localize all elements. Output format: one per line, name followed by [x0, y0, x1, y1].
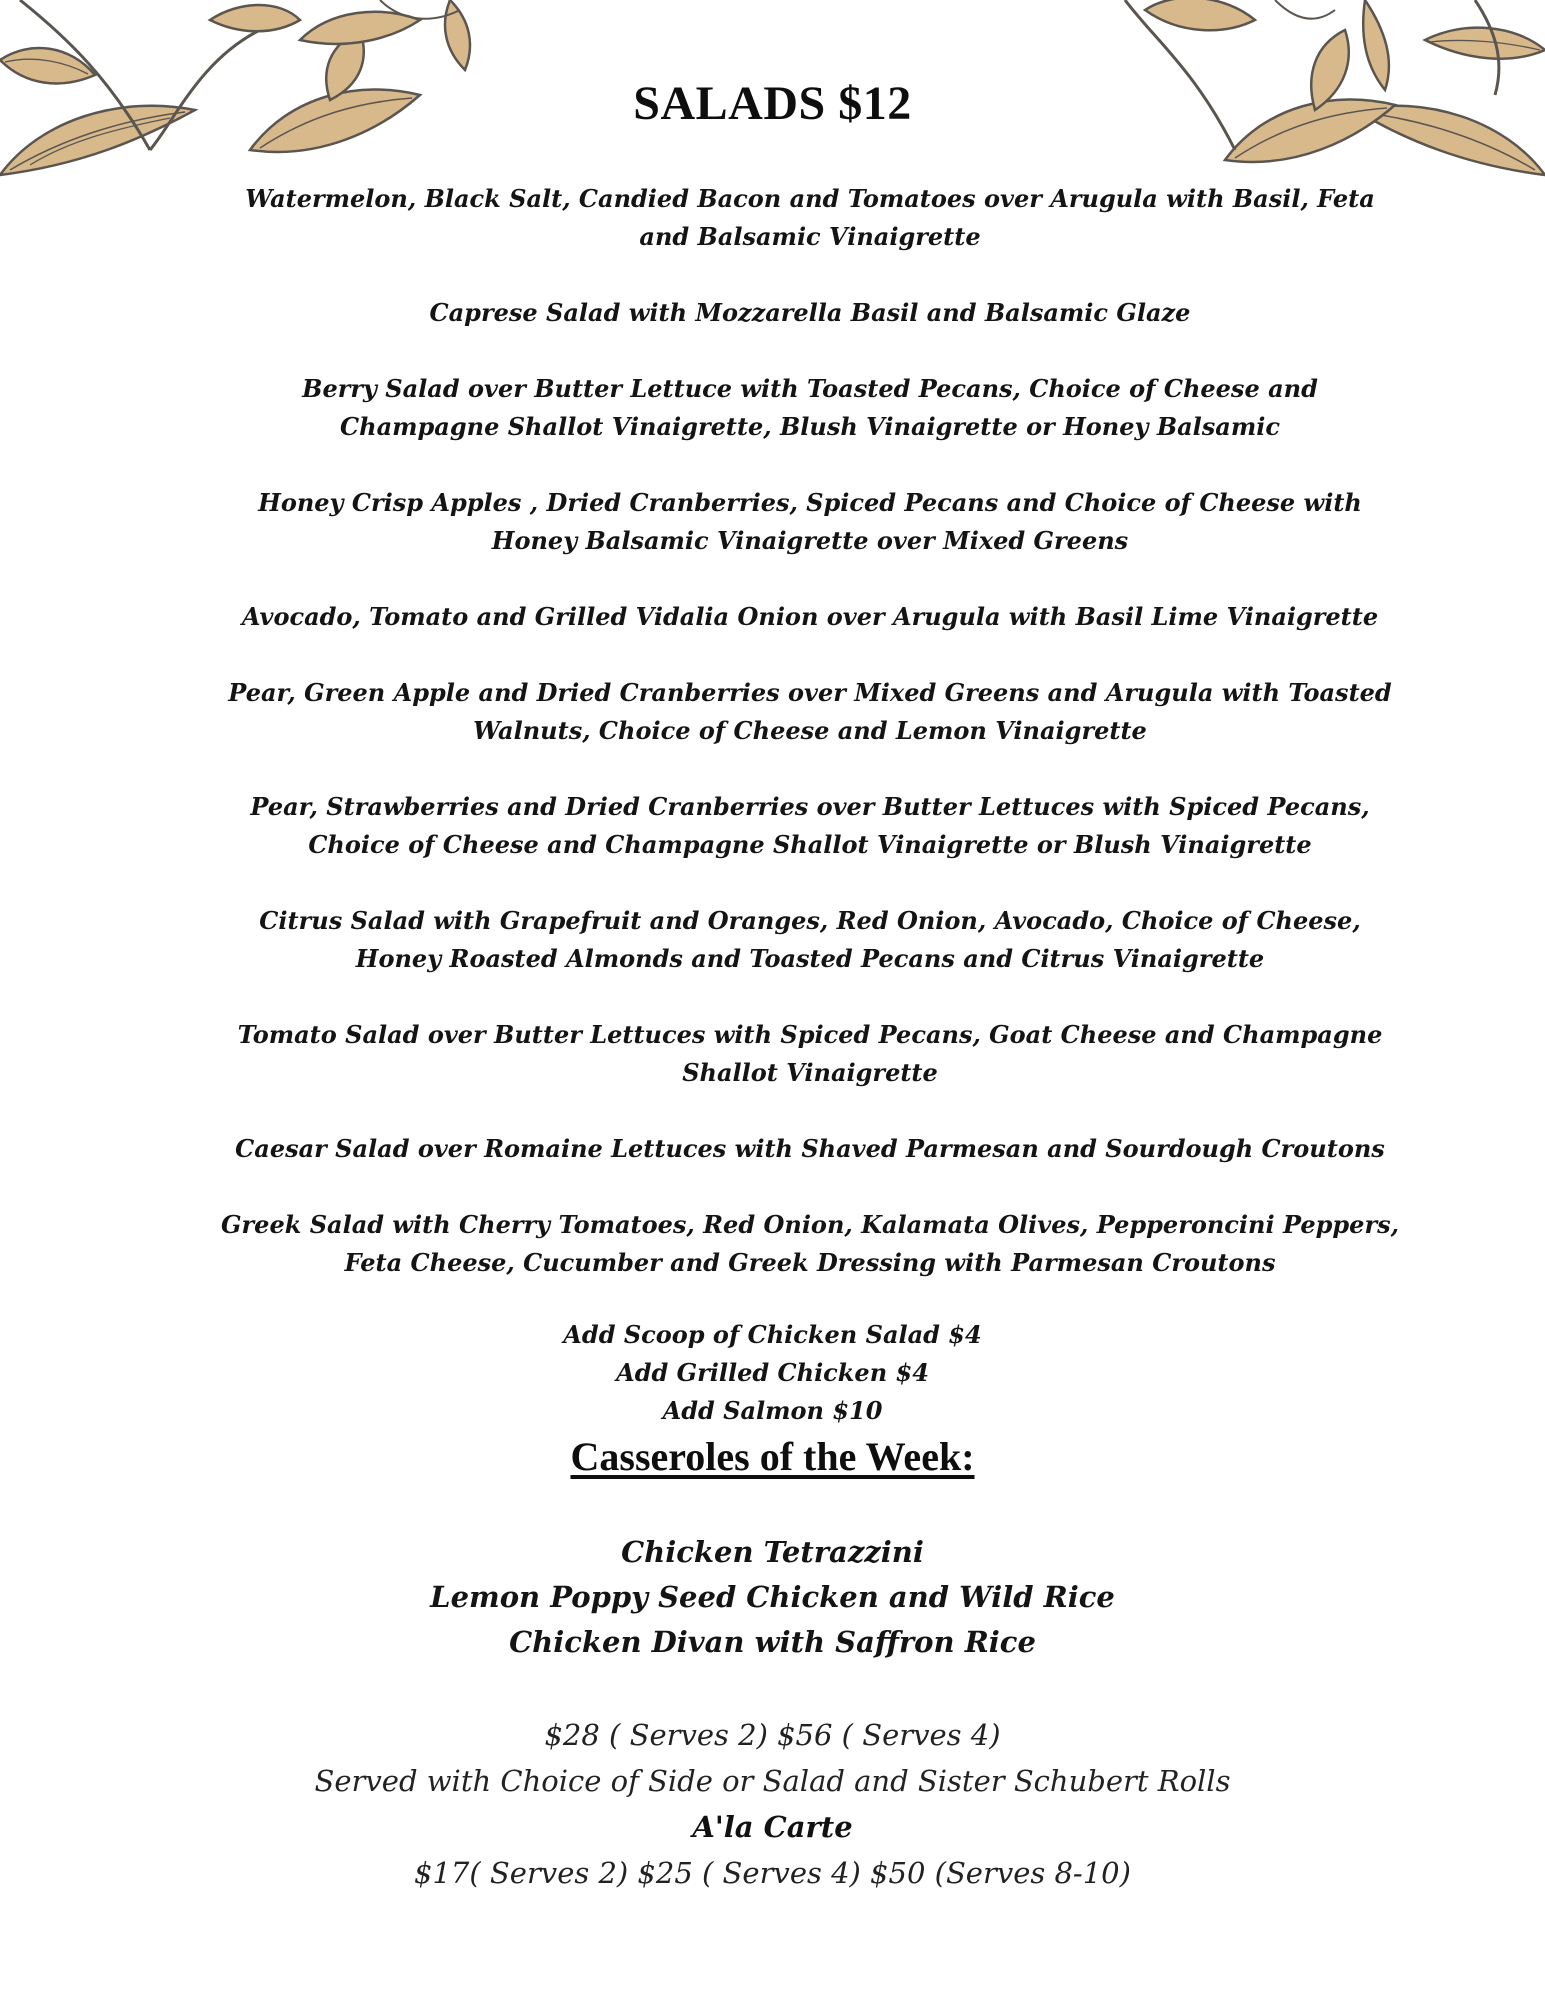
casserole-pricing: [0, 1712, 1545, 1896]
casserole-list: [0, 1530, 1545, 1665]
salad-item: Honey Crisp Apples , Dried Cranberries, Spiced Pecans and Choice of Cheese with Honey Balsamic Vinaigrette over Mixed Greens: [258, 488, 1362, 555]
casseroles-heading: Casseroles of the Week:: [570, 1434, 975, 1479]
salad-item: Caesar Salad over Romaine Lettuces with Shaved Parmesan and Sourdough Croutons: [235, 1134, 1385, 1163]
salad-item: Tomato Salad over Butter Lettuces with Spiced Pecans, Goat Cheese and Champagne Shallot Vinaigrette: [237, 1020, 1383, 1087]
casserole-item: Chicken Tetrazzini: [621, 1535, 924, 1569]
addon-salmon: Add Salmon $10: [662, 1396, 883, 1425]
salad-item: Avocado, Tomato and Grilled Vidalia Onion over Arugula with Basil Lime Vinaigrette: [241, 602, 1379, 631]
salad-item: Watermelon, Black Salt, Candied Bacon and Tomatoes over Arugula with Basil, Feta and Balsamic Vinaigrette: [245, 184, 1375, 251]
salad-addons: [0, 1316, 1545, 1430]
served-with-note: Served with Choice of Side or Salad and Sister Schubert Rolls: [314, 1764, 1231, 1798]
alacarte-price-line: $17( Serves 2) $25 ( Serves 4) $50 (Serves 8-10): [414, 1856, 1131, 1890]
salad-item: Greek Salad with Cherry Tomatoes, Red Onion, Kalamata Olives, Pepperoncini Peppers, Feta Cheese, Cucumber and Greek Dressing with Parmesan Croutons: [221, 1210, 1399, 1277]
salad-item: Pear, Strawberries and Dried Cranberries over Butter Lettuces with Spiced Pecans, Choice of Cheese and Champagne Shallot Vinaigrette or Blush Vinaigrette: [250, 792, 1370, 859]
alacarte-label: A'la Carte: [692, 1810, 853, 1844]
salad-item: Pear, Green Apple and Dried Cranberries over Mixed Greens and Arugula with Toasted Walnuts, Choice of Cheese and Lemon Vinaigrette: [228, 678, 1392, 745]
addon-grilled-chicken: Add Grilled Chicken $4: [616, 1358, 929, 1387]
salads-heading: SALADS $12: [633, 77, 912, 130]
salad-list: [220, 180, 1400, 1320]
casserole-price-line: $28 ( Serves 2) $56 ( Serves 4): [544, 1718, 1001, 1752]
casserole-item: Chicken Divan with Saffron Rice: [509, 1625, 1036, 1659]
addon-chicken-salad: Add Scoop of Chicken Salad $4: [563, 1320, 982, 1349]
casserole-item: Lemon Poppy Seed Chicken and Wild Rice: [430, 1580, 1115, 1614]
salad-item: Caprese Salad with Mozzarella Basil and Balsamic Glaze: [429, 298, 1191, 327]
salad-item: Berry Salad over Butter Lettuce with Toasted Pecans, Choice of Cheese and Champagne Shallot Vinaigrette, Blush Vinaigrette or Honey Balsamic: [302, 374, 1318, 441]
salad-item: Citrus Salad with Grapefruit and Oranges, Red Onion, Avocado, Choice of Cheese, Honey Roasted Almonds and Toasted Pecans and Citrus Vinaigrette: [259, 906, 1361, 973]
